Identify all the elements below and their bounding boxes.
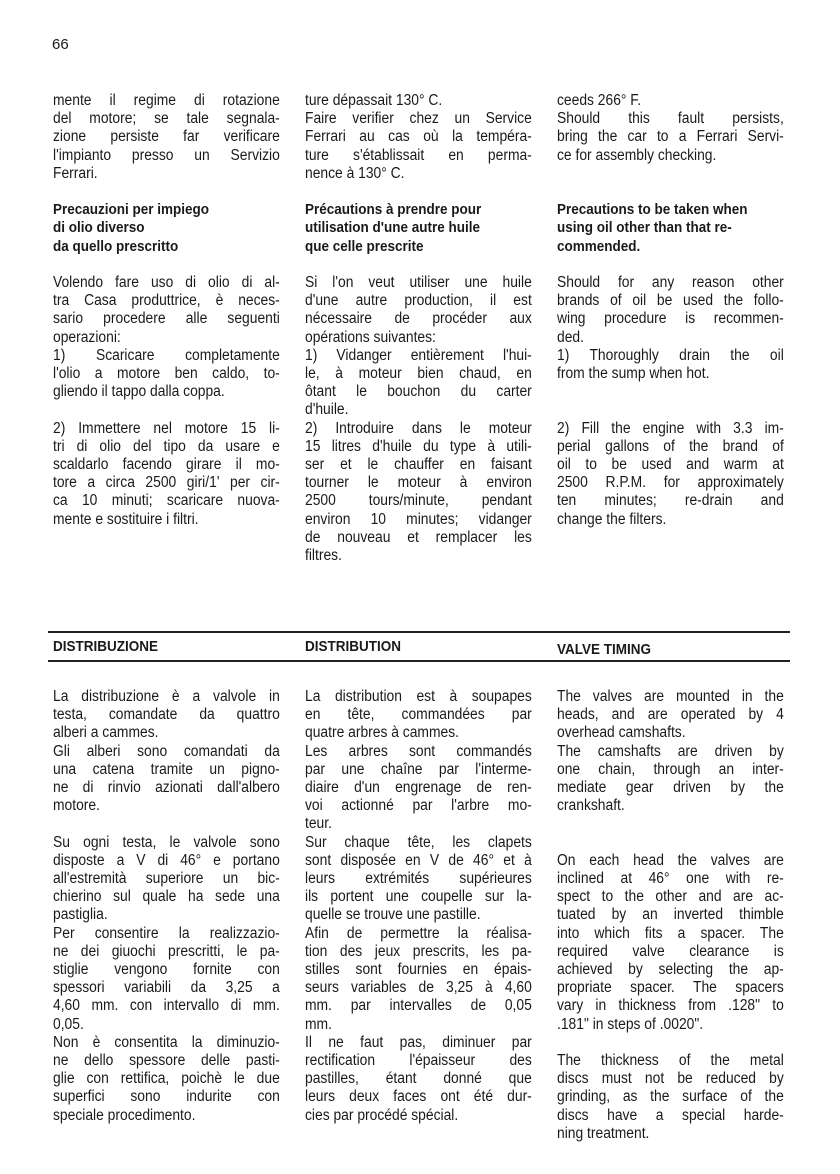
paragraph-line: spect to the other and are ac- <box>557 888 784 906</box>
paragraph-line: perial gallons of the brand of <box>557 437 784 455</box>
paragraph-line: 2) Introduire dans le moteur <box>305 419 532 437</box>
paragraph-line: mm. par intervalles de 0,05 <box>305 997 532 1015</box>
paragraph-line: mm. <box>305 1015 332 1033</box>
paragraph-line: seurs variables de 3,25 à 4,60 <box>305 979 532 997</box>
paragraph-line: crankshaft. <box>557 797 625 815</box>
paragraph-line: Afin de permettre la réalisa- <box>305 924 532 942</box>
paragraph-line: The camshafts are driven by <box>557 742 784 760</box>
paragraph-line: wing procedure is recommen- <box>557 310 784 328</box>
paragraph-line: leurs extrémités supérieures <box>305 870 532 887</box>
paragraph-line: vary in thickness from .128" to <box>557 997 784 1015</box>
paragraph-line: Gli alberi sono comandati da <box>53 742 280 760</box>
paragraph-line: disposte a V di 46° e portano <box>53 851 280 869</box>
paragraph-line: The thickness of the metal <box>557 1052 784 1069</box>
paragraph-line: tri di olio del tipo da usare e <box>53 437 280 455</box>
paragraph-line: nence à 130° C. <box>305 164 405 182</box>
paragraph-line: 1) Scaricare completamente <box>53 346 280 364</box>
paragraph-line: tion des jeux prescrits, les pa- <box>305 942 532 960</box>
paragraph-line: teur. <box>305 815 332 833</box>
paragraph-line: cies par procédé spécial. <box>305 1106 459 1124</box>
paragraph-line: ce for assembly checking. <box>557 146 717 164</box>
paragraph-line: ture s'établissait en perma- <box>305 146 532 164</box>
section-subheading-line: commended. <box>557 237 641 255</box>
paragraph-line: ceeds 266° F. <box>557 92 642 109</box>
paragraph-line: Il ne faut pas, diminuer par <box>305 1033 532 1051</box>
section-subheading-line: que celle prescrite <box>305 237 424 255</box>
paragraph-line: de nouveau et remplacer les <box>305 528 532 546</box>
paragraph-line: The valves are mounted in the <box>557 688 784 705</box>
paragraph-line: 1) Vidanger entièrement l'hui- <box>305 346 532 364</box>
paragraph-line: mente e sostituire i filtri. <box>53 510 199 528</box>
paragraph-line: Si l'on veut utiliser une huile <box>305 274 532 291</box>
paragraph-line: gliendo il tappo dalla coppa. <box>53 383 225 401</box>
paragraph-line: una catena tramite un pigno- <box>53 760 280 778</box>
paragraph-line: ne dei giuochi prescritti, le pa- <box>53 942 280 960</box>
paragraph-line: grinding, as the surface of the <box>557 1088 784 1106</box>
paragraph-line: heads, and are operated by 4 <box>557 706 784 724</box>
paragraph-line: ture dépassait 130° C. <box>305 92 443 109</box>
paragraph-line: into which fits a spacer. The <box>557 924 784 942</box>
paragraph-line: rectification l'épaisseur des <box>305 1052 532 1069</box>
paragraph-line: d'une autre production, il est <box>305 292 532 310</box>
paragraph-line: .181" in steps of .0020". <box>557 1015 704 1033</box>
paragraph-line: quatre arbres à cammes. <box>305 724 459 742</box>
paragraph-line: Should for any reason other <box>557 274 784 291</box>
paragraph-line: leurs deux faces ont été dur- <box>305 1088 532 1106</box>
paragraph-line: scaldarlo facendo girare il mo- <box>53 456 280 473</box>
paragraph-line: le, à moteur bien chaud, en <box>305 365 532 382</box>
paragraph-line: On each head the valves are <box>557 851 784 869</box>
paragraph-line: tourner le moteur à environ <box>305 474 532 492</box>
paragraph-line: Ferrari. <box>53 164 98 182</box>
paragraph-line: 2) Immettere nel motore 15 li- <box>53 419 280 437</box>
paragraph-line: tore a circa 2500 giri/1' per cir- <box>53 474 280 492</box>
paragraph-line: tuated by an inverted thimble <box>557 906 784 924</box>
paragraph-line: 1) Thoroughly drain the oil <box>557 346 784 364</box>
paragraph-line: zione persiste far verificare <box>53 128 280 146</box>
paragraph-line: ca 10 minuti; scaricare nuova- <box>53 492 280 510</box>
paragraph-line: ning treatment. <box>557 1124 650 1142</box>
section-subheading-line: Precauzioni per impiego <box>53 201 210 219</box>
paragraph-line: tra Casa produttrice, è neces- <box>53 292 280 310</box>
paragraph-line: one chain, through an inter- <box>557 760 784 778</box>
paragraph-line: sont disposée en V de 46° et à <box>305 851 532 869</box>
paragraph-line: 2500 tours/minute, pendant <box>305 492 532 510</box>
paragraph-line: Non è consentita la diminuzio- <box>53 1033 280 1051</box>
paragraph-line: achieved by selecting the ap- <box>557 961 784 978</box>
paragraph-line: Should this fault persists, <box>557 110 784 128</box>
heading-valve-timing: VALVE TIMING <box>557 641 652 658</box>
paragraph-line: speciale procedimento. <box>53 1106 196 1124</box>
paragraph-line: alberi a cammes. <box>53 724 159 742</box>
heading-distribution: DISTRIBUTION <box>305 638 402 655</box>
paragraph-line: inclined at 46° one with re- <box>557 870 784 887</box>
paragraph-line: en tête, commandées par <box>305 706 532 724</box>
paragraph-line: all'estremità superiore un bic- <box>53 870 280 887</box>
paragraph-line: mediate gear driven by the <box>557 779 784 796</box>
section-subheading-line: di olio diverso <box>53 219 145 237</box>
paragraph-line: ils portent une coupelle sur la- <box>305 888 532 906</box>
paragraph-line: sario procedere alle seguenti <box>53 310 280 328</box>
paragraph-line: Faire verifier chez un Service <box>305 110 532 128</box>
paragraph-line: del motore; se tale segnala- <box>53 110 280 128</box>
paragraph-line: ten minutes; re-drain and <box>557 492 784 510</box>
paragraph-line: Sur chaque tête, les clapets <box>305 833 532 851</box>
paragraph-line: discs must not be reduced by <box>557 1070 784 1088</box>
paragraph-line: ôtant le bouchon du carter <box>305 383 532 401</box>
paragraph-line: ne dello spessore delle pasti- <box>53 1052 280 1069</box>
paragraph-line: chierino sul quale ha sede una <box>53 888 280 906</box>
paragraph-line: superfici sono indurite con <box>53 1088 280 1106</box>
paragraph-line: stilles sont fournies en épais- <box>305 961 532 978</box>
paragraph-line: propriate spacer. The spacers <box>557 979 784 997</box>
paragraph-line: nécessaire de procéder aux <box>305 310 532 328</box>
paragraph-line: motore. <box>53 797 100 815</box>
section-rule-bottom <box>48 660 790 662</box>
page-number: 66 <box>52 36 69 53</box>
paragraph-line: d'huile. <box>305 401 349 419</box>
section-subheading-line: using oil other than that re- <box>557 219 732 237</box>
section-rule-top <box>48 631 790 633</box>
paragraph-line: La distribuzione è a valvole in <box>53 688 280 705</box>
paragraph-line: Ferrari au cas où la tempéra- <box>305 128 532 146</box>
paragraph-line: discs have a special harde- <box>557 1106 784 1124</box>
paragraph-line: 2) Fill the engine with 3.3 im- <box>557 419 784 437</box>
section-subheading-line: Précautions à prendre pour <box>305 201 482 219</box>
paragraph-line: quelle se trouve une pastille. <box>305 906 481 924</box>
paragraph-line: pastiglia. <box>53 906 108 924</box>
paragraph-line: spessori variabili da 3,25 a <box>53 979 280 997</box>
paragraph-line: par une chaîne par l'interme- <box>305 760 532 778</box>
paragraph-line: ded. <box>557 328 584 346</box>
paragraph-line: 0,05. <box>53 1015 84 1033</box>
paragraph-line: stiglie vengono fornite con <box>53 961 280 978</box>
paragraph-line: from the sump when hot. <box>557 365 710 382</box>
paragraph-line: ne di rinvio azionati dall'albero <box>53 779 280 796</box>
paragraph-line: required valve clearance is <box>557 942 784 960</box>
paragraph-line: opérations suivantes: <box>305 328 436 346</box>
section-subheading-line: Precautions to be taken when <box>557 201 748 219</box>
paragraph-line: mente il regime di rotazione <box>53 92 280 109</box>
section-subheading-line: da quello prescritto <box>53 237 179 255</box>
paragraph-line: testa, comandate da quattro <box>53 706 280 724</box>
paragraph-line: Per consentire la realizzazio- <box>53 924 280 942</box>
paragraph-line: l'olio a motore ben caldo, to- <box>53 365 280 382</box>
paragraph-line: brands of oil be used the follo- <box>557 292 784 310</box>
paragraph-line: filtres. <box>305 547 342 564</box>
paragraph-line: 2500 R.P.M. for approximately <box>557 474 784 492</box>
paragraph-line: bring the car to a Ferrari Servi- <box>557 128 784 146</box>
paragraph-line: l'impianto presso un Servizio <box>53 146 280 164</box>
paragraph-line: Volendo fare uso di olio di al- <box>53 274 280 291</box>
paragraph-line: 4,60 mm. con intervallo di mm. <box>53 997 280 1015</box>
paragraph-line: diaire d'un engrenage de ren- <box>305 779 532 796</box>
paragraph-line: overhead camshafts. <box>557 724 686 742</box>
paragraph-line: glie con rettifica, poichè le due <box>53 1070 280 1088</box>
paragraph-line: change the filters. <box>557 510 667 528</box>
section-subheading-line: utilisation d'une autre huile <box>305 219 480 237</box>
paragraph-line: Les arbres sont commandés <box>305 742 532 760</box>
paragraph-line: oil to be used and warm at <box>557 456 784 473</box>
paragraph-line: operazioni: <box>53 328 121 346</box>
paragraph-line: 15 litres d'huile du type à utili- <box>305 437 532 455</box>
heading-distribuzione: DISTRIBUZIONE <box>53 638 159 655</box>
paragraph-line: La distribution est à soupapes <box>305 688 532 705</box>
paragraph-line: environ 10 minutes; vidanger <box>305 510 532 528</box>
paragraph-line: ser et le chauffer en faisant <box>305 456 532 473</box>
paragraph-line: voi actionné par l'arbre mo- <box>305 797 532 815</box>
paragraph-line: pastilles, étant donné que <box>305 1070 532 1088</box>
paragraph-line: Su ogni testa, le valvole sono <box>53 833 280 851</box>
